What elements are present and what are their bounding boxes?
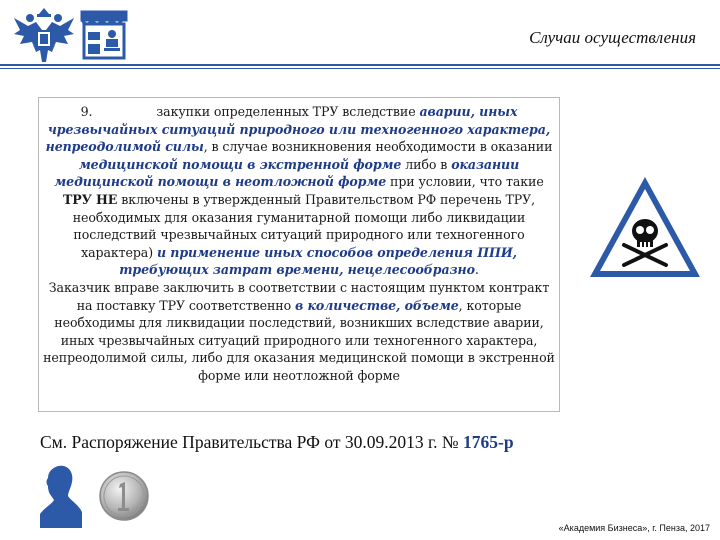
seg-1: аварии, иных чрезвычайных ситуаций природного или техногенного характера, непреодолимой силы [45,104,551,155]
item-number: 9. [80,104,93,119]
double-headed-eagle-icon [8,4,80,66]
reference-number: 1765-р [463,432,514,452]
shop-stall-icon [78,8,130,62]
skull-warning-icon [586,173,704,281]
slide-title: Случаи осуществления [529,28,696,47]
seg-7: ТРУ НЕ [62,191,118,207]
header-line-bottom [0,68,720,69]
main-paragraph [40,103,558,385]
reference-prefix: См. Распоряжение Правительства РФ от 30.09.2013 г. № [40,432,464,452]
reference-line [40,432,514,453]
person-silhouette-icon [38,462,84,530]
seg-4: либо в [401,156,452,172]
seg-9: и применение иных способов определения ППИ, требующих затрат времени, нецелесообразно [119,244,517,278]
footer-text: «Академия Бизнеса», г. Пенза, 2017 [558,523,710,533]
seg-8: включены в утвержденный Правительством РФ перечень ТРУ, необходимых для оказания гуманитарной помощи либо ликвидации последствий чрезвычайных ситуаций природного или техногенного характера) [72,191,536,260]
header-line-top [0,64,720,66]
seg-0: закупки определенных ТРУ вследствие [156,104,420,119]
p2-seg-1: в количестве, объеме [294,297,459,313]
p2-seg-2: , которые необходимы для ликвидации последствий, возникших вследствие аварии, иных чрезвычайных ситуаций природного или техногенного характера, непреодолимой силы, либо для оказания медицинской помощи в экстренной форме или неотложной форме [43,297,555,383]
seg-2: , в случае возникновения необходимости в оказании [203,139,553,155]
seg-6: при условии, что такие [386,174,544,190]
p2-seg-0: Заказчик вправе заключить в соответствии с настоящим пунктом контракт на поставку ТРУ соответственно [48,279,550,313]
seg-5: оказании медицинской помощи в неотложной форме [54,156,520,190]
seg-3: медицинской помощи в экстренной форме [78,156,402,172]
seg-10: . [474,262,479,278]
ruble-coin-icon [98,470,150,522]
